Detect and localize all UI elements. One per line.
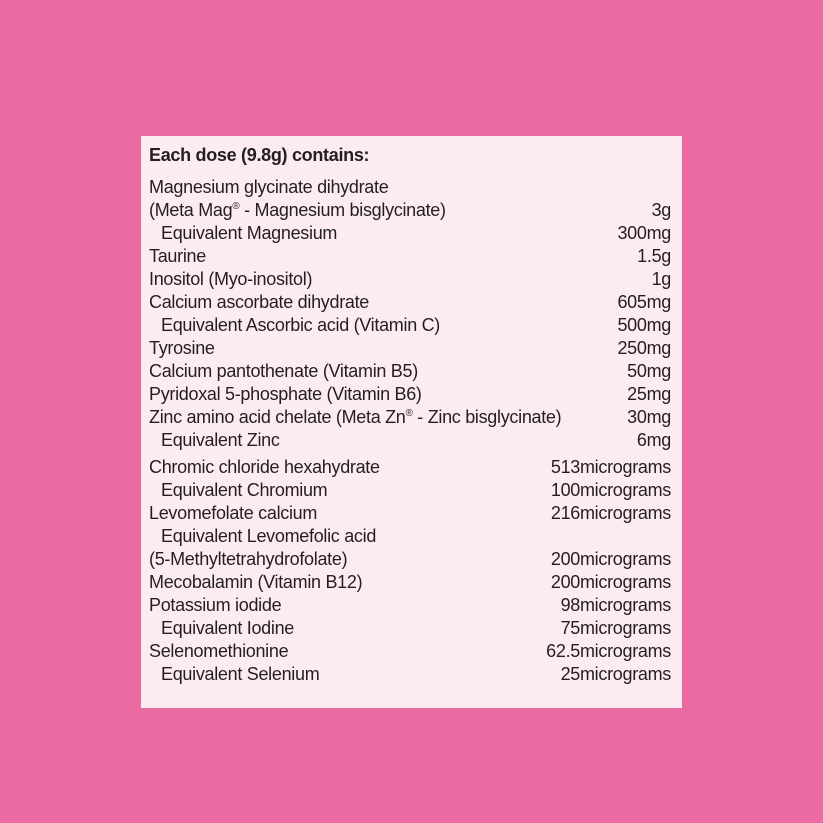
ingredient-amount: 30mg xyxy=(627,407,671,427)
ingredient-amount: 50mg xyxy=(627,361,671,381)
ingredient-row xyxy=(149,525,671,548)
ingredient-name: (Meta Mag® - Magnesium bisglycinate) xyxy=(149,200,446,220)
ingredient-name: Equivalent Chromium xyxy=(161,480,328,500)
ingredient-name: Mecobalamin (Vitamin B12) xyxy=(149,572,363,592)
ingredient-row xyxy=(149,360,671,383)
ingredient-name: Pyridoxal 5-phosphate (Vitamin B6) xyxy=(149,384,422,404)
ingredient-name: Levomefolate calcium xyxy=(149,503,318,523)
ingredient-name: Zinc amino acid chelate (Meta Zn® - Zinc bisglycinate) xyxy=(149,407,562,427)
ingredient-row xyxy=(149,337,671,360)
ingredient-name: Equivalent Iodine xyxy=(161,618,295,638)
ingredient-row xyxy=(149,176,671,199)
ingredient-amount: 216micrograms xyxy=(550,503,671,523)
ingredient-name: Selenomethionine xyxy=(149,641,289,661)
ingredient-amount: 25mg xyxy=(627,384,671,404)
ingredient-name: Equivalent Selenium xyxy=(161,664,320,684)
ingredient-row xyxy=(149,456,671,479)
ingredient-amount: 200micrograms xyxy=(550,549,671,569)
ingredient-amount: 3g xyxy=(651,200,671,220)
ingredient-amount: 605mg xyxy=(617,292,671,312)
ingredient-amount: 300mg xyxy=(617,223,671,243)
ingredient-row xyxy=(149,199,671,222)
ingredient-name: Calcium ascorbate dihydrate xyxy=(149,292,370,312)
ingredient-row xyxy=(149,383,671,406)
ingredient-name: Magnesium glycinate dihydrate xyxy=(149,177,389,197)
ingredient-row xyxy=(149,617,671,640)
ingredient-name: Taurine xyxy=(149,246,206,266)
ingredient-row xyxy=(149,222,671,245)
ingredient-row xyxy=(149,594,671,617)
ingredient-amount: 200micrograms xyxy=(550,572,671,592)
ingredient-name: Chromic chloride hexahydrate xyxy=(149,457,380,477)
ingredient-amount: 500mg xyxy=(617,315,671,335)
ingredient-amount: 250mg xyxy=(617,338,671,358)
ingredient-amount: 6mg xyxy=(636,430,671,450)
ingredient-name: Calcium pantothenate (Vitamin B5) xyxy=(149,361,418,381)
ingredient-name: Potassium iodide xyxy=(149,595,282,615)
ingredient-row xyxy=(149,314,671,337)
ingredient-amount: 62.5micrograms xyxy=(546,641,671,661)
ingredient-name: Equivalent Zinc xyxy=(161,430,280,450)
registered-mark: ® xyxy=(232,201,240,212)
ingredient-amount: 1.5g xyxy=(637,246,671,266)
ingredient-row xyxy=(149,245,671,268)
ingredient-row xyxy=(149,406,671,429)
ingredient-row xyxy=(149,548,671,571)
ingredient-row xyxy=(149,429,671,452)
ingredient-name: Equivalent Levomefolic acid xyxy=(161,526,377,546)
ingredient-amount: 1g xyxy=(651,269,671,289)
ingredient-name: (5-Methyltetrahydrofolate) xyxy=(149,549,348,569)
ingredient-name: Inositol (Myo-inositol) xyxy=(149,269,313,289)
ingredient-name: Tyrosine xyxy=(149,338,215,358)
ingredient-row xyxy=(149,640,671,663)
ingredient-row xyxy=(149,663,671,686)
ingredient-row xyxy=(149,502,671,525)
ingredient-amount: 100micrograms xyxy=(550,480,671,500)
registered-mark: ® xyxy=(405,408,413,419)
panel-title: Each dose (9.8g) contains: xyxy=(149,145,370,165)
ingredient-name: Equivalent Ascorbic acid (Vitamin C) xyxy=(161,315,440,335)
ingredient-row xyxy=(149,571,671,594)
ingredient-amount: 75micrograms xyxy=(560,618,671,638)
ingredient-row xyxy=(149,268,671,291)
ingredient-amount: 98micrograms xyxy=(560,595,671,615)
ingredient-name: Equivalent Magnesium xyxy=(161,223,338,243)
ingredients-panel xyxy=(141,136,682,708)
ingredient-row xyxy=(149,479,671,502)
ingredient-amount: 25micrograms xyxy=(560,664,671,684)
ingredient-row xyxy=(149,291,671,314)
ingredient-amount: 513micrograms xyxy=(550,457,671,477)
